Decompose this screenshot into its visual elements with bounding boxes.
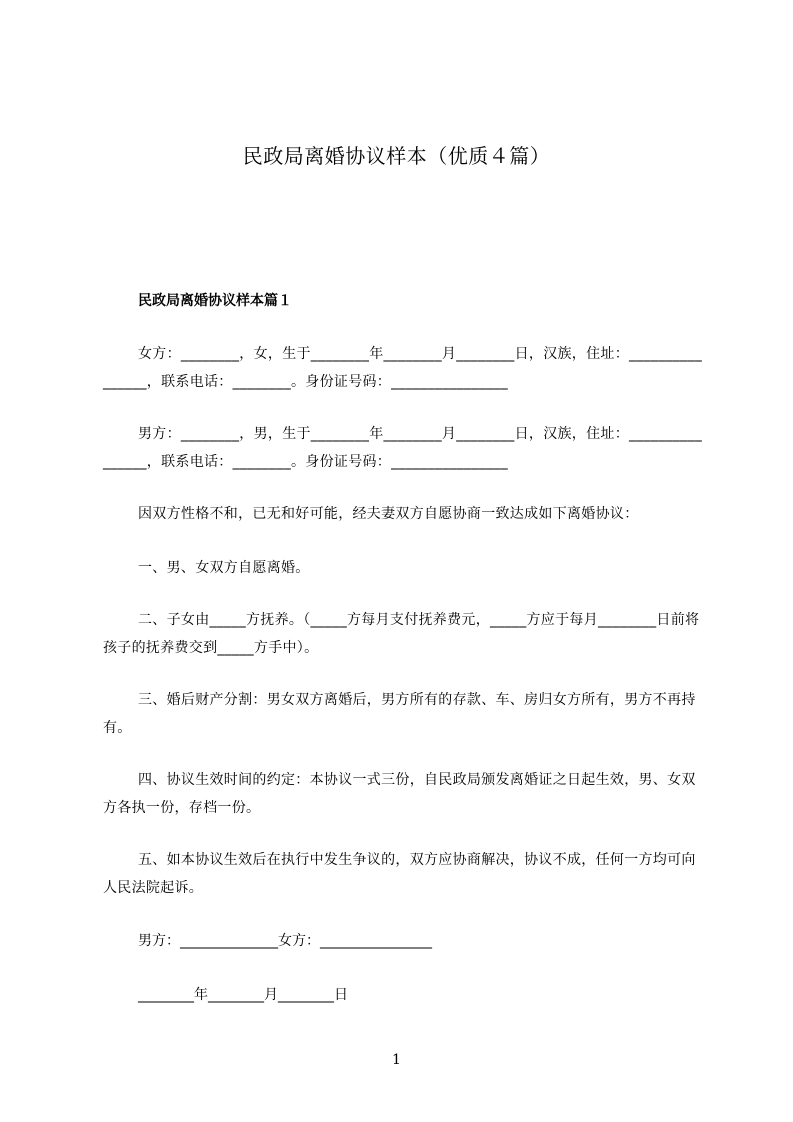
signature-line: 男方：______________女方：________________	[138, 933, 432, 949]
male-party-paragraph: 男方：________，男，生于________年________月________日，汉族，住址：________________，联系电话：________。身份证号码：________________	[103, 426, 702, 470]
intro-paragraph: 因双方性格不和，已无和好可能，经夫妻双方自愿协商一致达成如下离婚协议：	[138, 506, 639, 522]
page-number: 1	[392, 1052, 401, 1068]
date-line: ________年________月________日	[138, 987, 348, 1003]
clause-2-paragraph: 二、子女由_____方抚养。（_____方每月支付抚养费元，_____方应于每月________日前将孩子的抚养费交到_____方手中）。	[103, 612, 700, 656]
clause-1-paragraph: 一、男、女双方自愿离婚。	[138, 560, 310, 576]
clause-5-paragraph: 五、如本协议生效后在执行中发生争议的，双方应协商解决，协议不成，任何一方均可向人民法院起诉。	[103, 852, 696, 896]
female-party-paragraph: 女方：________，女，生于________年________月________日，汉族，住址：________________，联系电话：________。身份证号码：________________	[103, 346, 702, 390]
document-title: 民政局离婚协议样本（优质４篇）	[242, 144, 551, 168]
section-heading: 民政局离婚协议样本篇１	[138, 293, 292, 309]
clause-4-paragraph: 四、协议生效时间的约定：本协议一式三份，自民政局颁发离婚证之日起生效，男、女双方各执一份，存档一份。	[103, 772, 696, 816]
clause-3-paragraph: 三、婚后财产分割：男女双方离婚后，男方所有的存款、车、房归女方所有，男方不再持有。	[103, 692, 696, 736]
